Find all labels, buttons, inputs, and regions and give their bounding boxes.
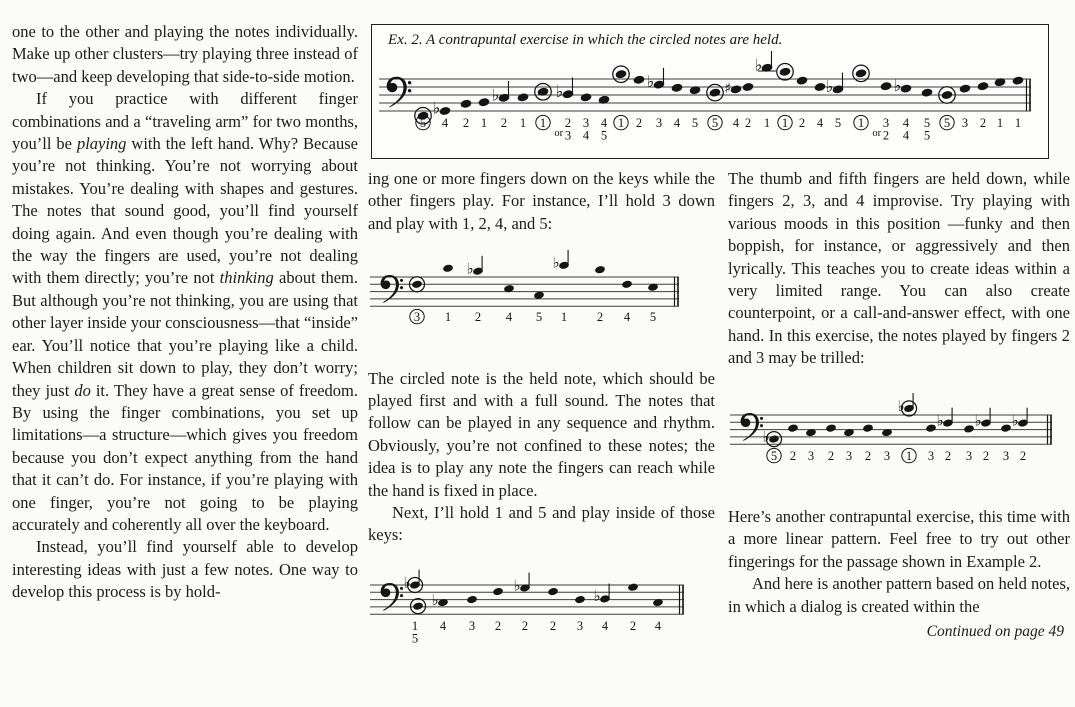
svg-text:3: 3: [882, 116, 890, 130]
svg-text:1: 1: [519, 116, 527, 130]
svg-text:2: 2: [596, 310, 604, 325]
svg-text:2: 2: [744, 116, 752, 130]
svg-text:5: 5: [419, 116, 427, 130]
svg-text:♭: ♭: [893, 76, 902, 96]
paragraph-hold3: ing one or more fingers down on the keys while the other fingers play. For instance, I’ll hold 3 down and play with 1, 2, 4, and 5:: [368, 169, 715, 233]
svg-text:4: 4: [623, 310, 631, 325]
svg-text:4: 4: [439, 618, 447, 633]
svg-text:4: 4: [902, 116, 910, 130]
svg-text:4: 4: [654, 618, 662, 633]
svg-text:3: 3: [845, 448, 853, 463]
left-column: [12, 21, 358, 604]
paragraph-next-hold: Next, I’ll hold 1 and 5 and play inside of those keys:: [368, 503, 715, 545]
svg-text:5: 5: [770, 448, 778, 463]
svg-text:4: 4: [816, 116, 824, 130]
svg-text:♭: ♭: [431, 590, 439, 609]
example-2-box: [371, 24, 1049, 159]
svg-text:2: 2: [564, 116, 572, 130]
paragraph-thumb: The thumb and fifth fingers are held down, while fingers 2, 3, and 4 improvise. Try playing with various moods in this position —funky and then boppish, for instance, or aggressively and then lyrically. This teaches you to create ideas within a very limited range. You can also create counterpoint, or a call-and-answer effect, with one hand. In this exercise, the notes played by fingers 2 and 3 may be trilled:: [728, 169, 1070, 368]
svg-text:5: 5: [600, 128, 608, 143]
svg-text:1: 1: [617, 116, 625, 130]
paragraph-circled-note: The circled note is the held note, which should be played first and with a full sound. The notes that follow can be played in any sequence and rhythm. Obviously, you’re not confined to these notes; the idea is to play any note the fingers can reach while the hand is fixed in place.: [368, 368, 715, 500]
svg-text:♭: ♭: [466, 259, 474, 278]
svg-text:♭: ♭: [1011, 411, 1019, 430]
hold3-staff: [368, 247, 715, 343]
example-2-staff: [376, 51, 1048, 153]
svg-text:1: 1: [905, 448, 913, 463]
svg-text:3: 3: [927, 448, 935, 463]
svg-text:3: 3: [883, 448, 891, 463]
svg-text:♯: ♯: [724, 81, 732, 97]
svg-text:♭: ♭: [555, 81, 564, 101]
svg-text:5: 5: [834, 116, 842, 130]
svg-text:1: 1: [560, 310, 568, 325]
svg-text:2: 2: [629, 618, 637, 633]
svg-text:♭: ♭: [762, 427, 770, 446]
svg-text:3: 3: [468, 618, 476, 633]
svg-text:1: 1: [1014, 116, 1022, 130]
middle-column: [368, 168, 715, 683]
svg-text:5: 5: [711, 116, 719, 130]
svg-text:4: 4: [601, 618, 609, 633]
svg-text:4: 4: [505, 310, 513, 325]
svg-text:1: 1: [444, 310, 452, 325]
svg-text:♭: ♭: [646, 72, 655, 92]
svg-text:1: 1: [763, 116, 771, 130]
svg-text:3: 3: [655, 116, 663, 130]
right-column: [728, 168, 1070, 644]
paragraph-practice: If you practice with different finger combinations and a “traveling arm” for two months, you’ll be playing with the left hand. Why? Because you’re not thinking. You’re not worrying about mistakes. You’re dealing with shapes and gestures. The notes that sound good, you’ll find yourself doing again. And even though you’re dealing with the way the fingers are used, you’re not dealing with them directly; you’re not thinking about them. But although you’re not thinking, you are using that other layer inside your consciousness—that “inside” ear. You’ll notice that you’re playing like a child. When children sit down to play, they don’t worry; they just do it. They have a great sense of freedom. By using the finger combinations, you set up limitations—a structure—which gives you freedom because you don’t expect anything from the hand that it can’t do. For instance, if you’re playing with one finger, you’re not going to be playing accurately and coherently all over the keyboard.: [12, 89, 359, 534]
paragraph-heres-another: Here’s another contrapuntal exercise, this time with a more linear pattern. Feel free to try out other fingerings for the passage shown in Example 2.: [728, 507, 1070, 571]
svg-text:1: 1: [996, 116, 1004, 130]
svg-text:2: 2: [982, 448, 990, 463]
svg-text:♭: ♭: [491, 85, 500, 105]
trill-staff-svg: [728, 383, 1062, 478]
svg-text:♭: ♭: [974, 411, 982, 430]
example-2-caption: Ex. 2. A contrapuntal exercise in which the circled notes are held.: [388, 32, 783, 48]
svg-text:5: 5: [649, 310, 657, 325]
svg-text:2: 2: [944, 448, 952, 463]
hold1and5-staff: [368, 559, 715, 659]
svg-text:2: 2: [500, 116, 508, 130]
svg-text:2: 2: [494, 618, 502, 633]
svg-text:3: 3: [807, 448, 815, 463]
svg-text:5: 5: [691, 116, 699, 130]
svg-text:4: 4: [673, 116, 681, 130]
hold3-staff-svg: [368, 247, 698, 337]
svg-text:4: 4: [582, 128, 590, 143]
svg-text:♭: ♭: [552, 253, 560, 272]
svg-text:or: or: [872, 128, 882, 139]
svg-text:4: 4: [600, 116, 608, 130]
svg-text:2: 2: [827, 448, 835, 463]
svg-text:3: 3: [961, 116, 969, 130]
continued-note: Continued on page 49: [926, 623, 1064, 641]
svg-text:♭: ♭: [593, 587, 601, 606]
svg-text:2: 2: [462, 116, 470, 130]
svg-text:3: 3: [576, 618, 584, 633]
svg-text:3: 3: [1002, 448, 1010, 463]
svg-text:5: 5: [923, 116, 931, 130]
svg-text:1: 1: [539, 116, 547, 130]
svg-text:3: 3: [582, 116, 590, 130]
svg-text:♭: ♭: [897, 396, 905, 415]
svg-text:5: 5: [411, 631, 419, 646]
svg-text:1: 1: [781, 116, 789, 130]
paragraph-clusters: one to the other and playing the notes individually. Make up other clusters—try playing three instead of two—and keep developing that side-to-side motion.: [12, 22, 358, 86]
svg-text:2: 2: [798, 116, 806, 130]
svg-text:2: 2: [882, 128, 890, 143]
svg-text:4: 4: [441, 116, 449, 130]
svg-text:2: 2: [864, 448, 872, 463]
svg-text:2: 2: [549, 618, 557, 633]
svg-text:5: 5: [535, 310, 543, 325]
svg-text:1: 1: [480, 116, 488, 130]
svg-text:2: 2: [521, 618, 529, 633]
paragraph-and-here: And here is another pattern based on held notes, in which a dialog is created within the: [728, 574, 1070, 616]
svg-text:♭: ♭: [936, 411, 944, 430]
svg-text:2: 2: [979, 116, 987, 130]
svg-text:2: 2: [474, 310, 482, 325]
svg-text:♭: ♭: [825, 76, 834, 96]
svg-text:3: 3: [564, 128, 572, 143]
svg-text:1: 1: [857, 116, 865, 130]
svg-text:1: 1: [411, 618, 419, 633]
example-2-staff-svg: [376, 51, 1046, 148]
svg-text:♭: ♭: [432, 98, 441, 118]
svg-text:♭: ♭: [513, 576, 521, 595]
svg-text:2: 2: [1019, 448, 1027, 463]
svg-text:or: or: [554, 128, 564, 139]
svg-text:♭: ♭: [403, 573, 411, 592]
hold1and5-staff-svg: [368, 559, 698, 653]
svg-text:5: 5: [923, 128, 931, 143]
trill-staff: [728, 383, 1070, 484]
svg-text:3: 3: [965, 448, 973, 463]
paragraph-instead: Instead, you’ll find yourself able to develop interesting ideas with just a few notes. One way to develop this process is by hold-: [12, 537, 358, 602]
svg-text:4: 4: [732, 116, 740, 130]
svg-text:4: 4: [902, 128, 910, 143]
svg-text:5: 5: [943, 116, 951, 130]
svg-text:2: 2: [789, 448, 797, 463]
svg-text:♭: ♭: [754, 55, 763, 75]
svg-text:3: 3: [413, 310, 421, 325]
svg-text:2: 2: [635, 116, 643, 130]
